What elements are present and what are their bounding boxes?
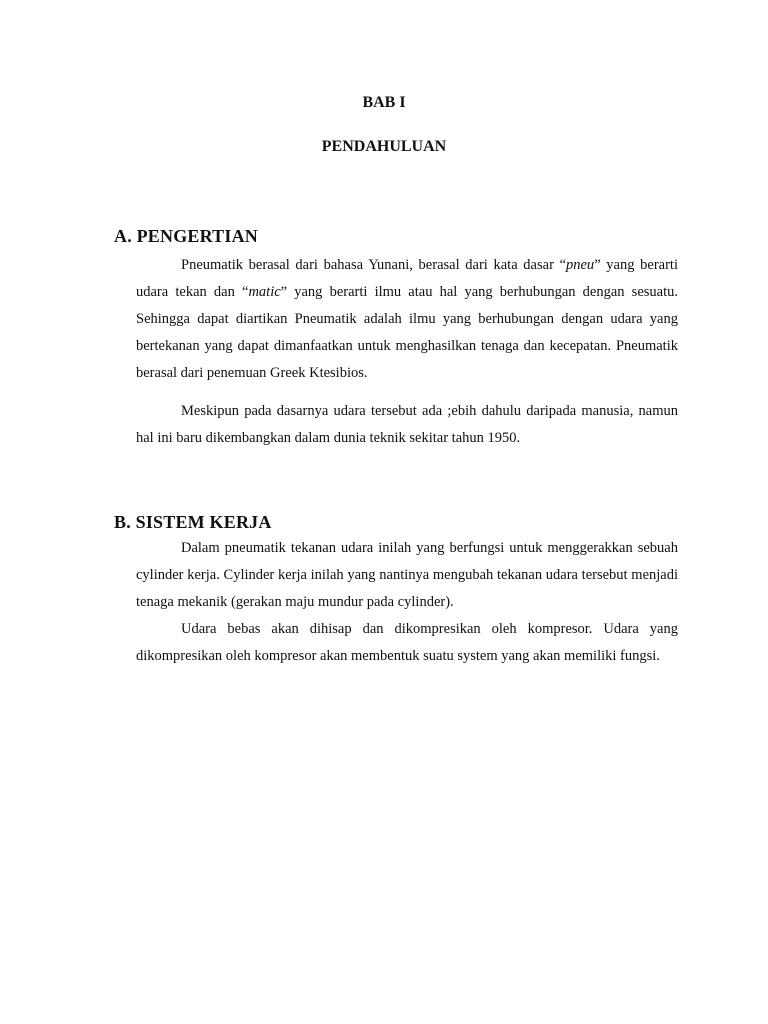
emphasis-term-matic: matic xyxy=(248,284,281,300)
paragraph-sistem-kerja-kompresor: Udara bebas akan dihisap dan dikompresikan oleh kompresor. Udara yang dikompresikan oleh kompresor akan membentuk suatu system yang akan memiliki fungsi. xyxy=(136,621,678,664)
chapter-number: BAB I xyxy=(362,94,406,111)
section-heading-pengertian: A. PENGERTIAN xyxy=(114,226,258,246)
paragraph-sistem-kerja-cylinder: Dalam pneumatik tekanan udara inilah yang berfungsi untuk menggerakkan sebuah cylinder kerja. Cylinder kerja inilah yang nantinya mengubah tekanan udara tersebut menjadi tenaga mekanik (gerakan maju mundur pada cylinder). xyxy=(136,540,678,610)
paragraph-text: Pneumatik berasal dari bahasa Yunani, berasal dari kata dasar “ xyxy=(181,257,566,273)
paragraph-text: ” yang berarti udara tekan dan “ xyxy=(136,257,678,300)
paragraph-pengertian-history: Meskipun pada dasarnya udara tersebut ada ;ebih dahulu daripada manusia, namun hal ini baru dikembangkan dalam dunia teknik sekitar tahun 1950. xyxy=(136,403,678,446)
section-heading-sistem-kerja: B. SISTEM KERJA xyxy=(114,512,272,532)
paragraph-pengertian-definition xyxy=(136,252,678,387)
chapter-title: PENDAHULUAN xyxy=(321,138,447,155)
paragraph-text: ” yang berarti ilmu atau hal yang berhubungan dengan sesuatu. Sehingga dapat diartikan Pneumatik adalah ilmu yang berhubungan dengan udara yang bertekanan yang dapat dimanfaatkan untuk menghasilkan tenaga dan kecepatan. Pneumatik berasal dari penemuan Greek Ktesibios. xyxy=(136,284,678,381)
emphasis-term-pneu: pneu xyxy=(566,257,595,273)
